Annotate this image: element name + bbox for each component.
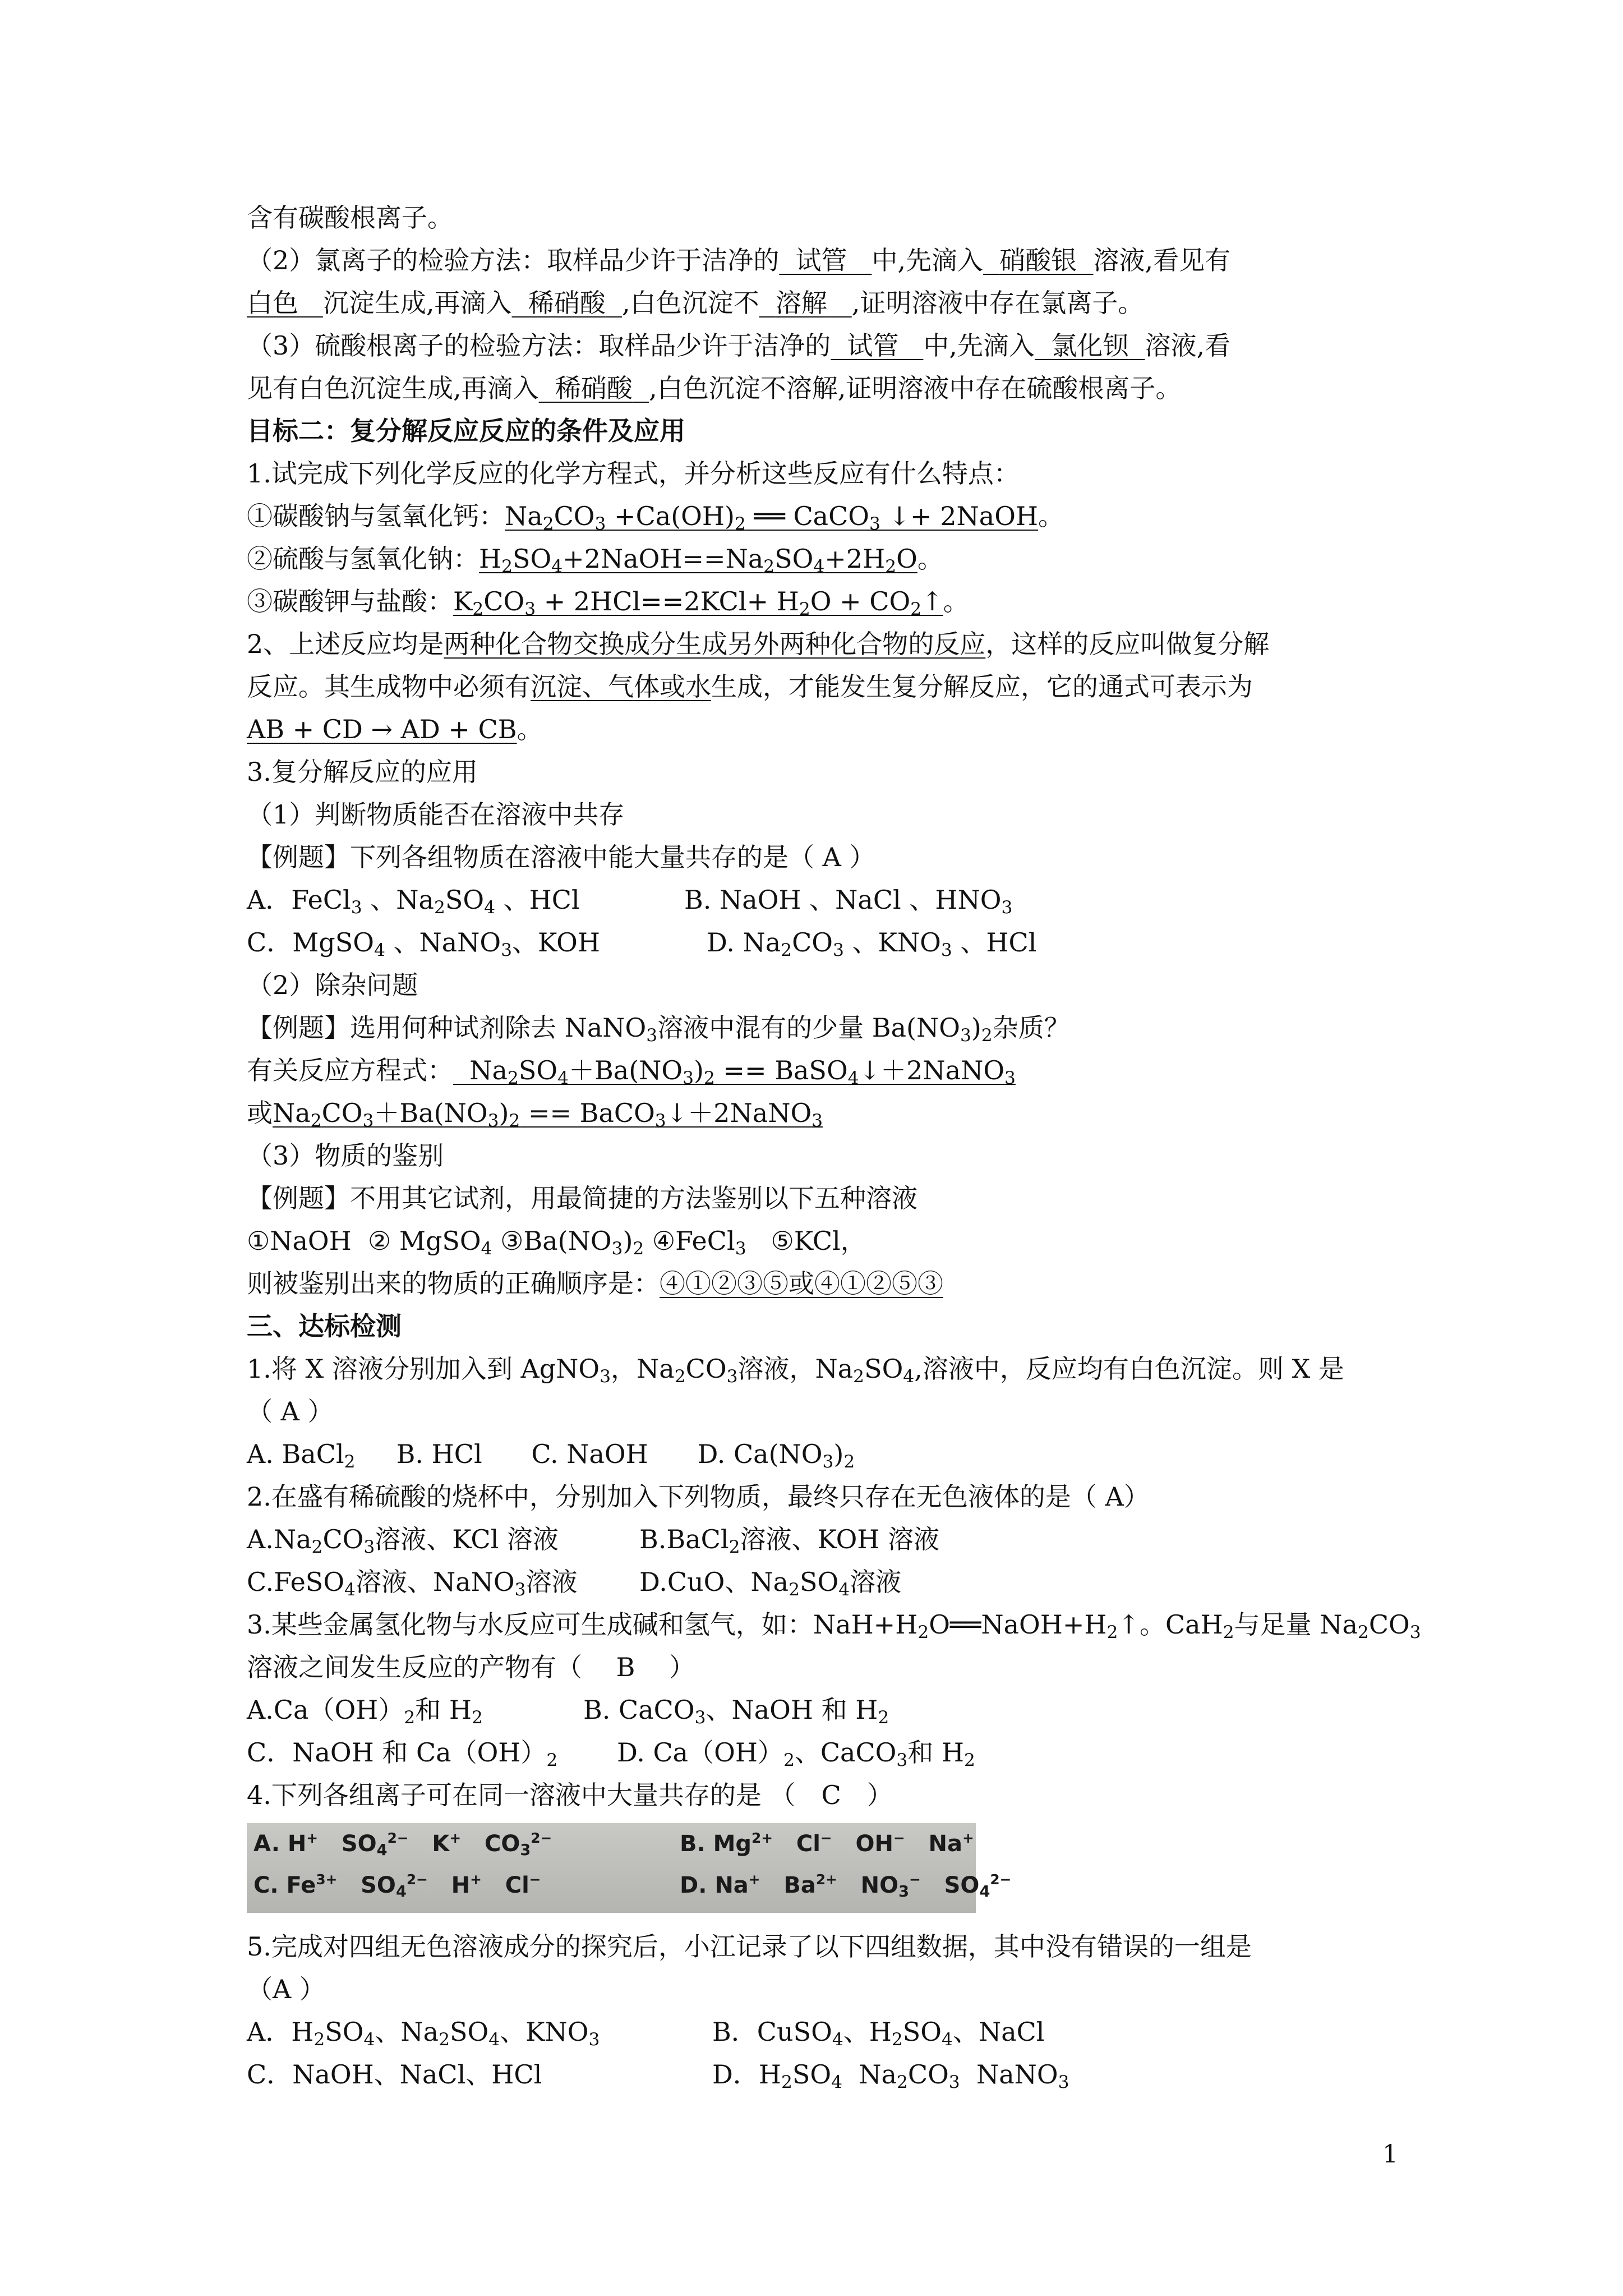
option-c: C．NaOH 和 $Ca(OH)_2$ — [247, 1737, 558, 1770]
text: ,溶液中，反应均有白色沉淀。则 X 是 — [914, 1354, 1344, 1384]
blank-answer: 硝酸银 — [999, 245, 1077, 275]
option-b-ions: B. $Mg^{2+}$ Cl− OH− Na+ — [680, 1830, 974, 1857]
test-5-options-row-2 — [247, 2053, 1402, 2096]
text: 有关反应方程式： — [247, 1055, 453, 1085]
text: 中,先滴入 — [923, 330, 1035, 361]
text: ，这样的反应叫做复分解 — [985, 629, 1270, 659]
blank-answer: 白色 — [247, 288, 298, 318]
option-d: D. $Ca(OH)_2$、CaCO$_3$和 $H_2$ — [617, 1737, 975, 1770]
text: 【例题】选用何种试剂除去 NaNO — [247, 1013, 647, 1043]
option-b: B. NaOH 、NaCl 、$HNO_3$ — [684, 885, 1013, 918]
reaction-1: ①碳酸钠与氢氧化钙：$Na_2CO_3 +Ca(OH)_2$ ══ CaCO$_3$ ↓+ 2NaOH。 — [247, 501, 1064, 534]
text: 溶液,看 — [1145, 330, 1231, 361]
option-a-ions: A. H+ $SO_4^{2-}$ K+ $CO_3^{2-}$ — [253, 1830, 552, 1859]
test-1-line-1: 1.将 X 溶液分别加入到 AgNO$_3$，$Na_2CO_3$溶液，$Na_2SO_4$,溶液中，反应均有白色沉淀。则 X 是 — [247, 1354, 1344, 1387]
test-2: 2.在盛有稀硫酸的烧杯中，分别加入下列物质，最终只存在无色液体的是（ A） — [247, 1481, 1150, 1512]
blank-answer: 试管 — [847, 330, 899, 361]
test-4: 4.下列各组离子可在同一溶液中大量共存的是 （ C ） — [247, 1780, 893, 1810]
text: ,证明溶液中存在氯离子。 — [851, 288, 1144, 318]
blank-answer: 两种化合物交换成分生成另外两种化合物的反应 — [444, 629, 986, 659]
option-c-ions: C. $Fe^{3+}$ $SO_4^{2-}$ H+ Cl− — [253, 1871, 541, 1901]
sulfate-test-line-2 — [247, 367, 1402, 409]
example-1: 【例题】下列各组物质在溶液中能大量共存的是（ A ） — [247, 842, 875, 872]
text: 1.将 X 溶液分别加入到 AgNO — [247, 1354, 600, 1384]
chloride-test-line-1 — [247, 239, 1402, 282]
text: 则被鉴别出来的物质的正确顺序是： — [247, 1268, 660, 1299]
question-2-line-2 — [247, 665, 1402, 708]
blank-answer: 稀硝酸 — [528, 288, 606, 318]
option-d: D. $Na_2CO_3$ 、$KNO_3$ 、HCl — [707, 927, 1037, 960]
question-3-heading: 3.复分解反应的应用 — [247, 757, 478, 787]
option-d-ions: D. Na+ $Ba^{2+}$ $NO_3^-$ $SO_4^{2-}$ — [680, 1871, 1012, 1901]
reaction-equation: $Na_2CO_3+Ba(NO_3)_2$ == BaCO$_3$↓＋2NaNO$_3$ — [273, 1098, 823, 1131]
text: O══NaOH+H — [929, 1609, 1107, 1640]
text: （2）氯离子的检验方法：取样品少许于洁净的 — [247, 245, 780, 275]
general-formula: AB + CD → AD + CB — [247, 714, 517, 744]
goal2-heading: 目标二：复分解反应反应的条件及应用 — [247, 416, 685, 446]
test-5-options-row-1 — [247, 2010, 1402, 2053]
test-3-options-row-1 — [247, 1688, 1402, 1731]
blank-answer: 溶解 — [775, 288, 827, 318]
test-3-line-1: 3.某些金属氢化物与水反应可生成碱和氢气，如：$NaH+H_2O══NaOH+H_2↑$。CaH$_2$与足量 $Na_2CO_3$ — [247, 1609, 1421, 1642]
subsection-1: （1）判断物质能否在溶液中共存 — [247, 799, 625, 830]
option-b: B．CuSO$_4$、$H_2SO_4$、NaCl — [712, 2017, 1045, 2050]
option-a: A．$H_2SO_4$、$Na_2SO_4$、$KNO_3$ — [247, 2017, 600, 2050]
text: （3）硫酸根离子的检验方法：取样品少许于洁净的 — [247, 330, 831, 361]
text: 溶液,看见有 — [1093, 245, 1231, 275]
reaction-label: ③碳酸钾与盐酸： — [247, 586, 453, 616]
reaction-3: ③碳酸钾与盐酸：$K_2CO_3 + 2HCl==2KCl+ H_2O$ + $CO_2↑$。 — [247, 586, 969, 619]
test-1-answer: （ A ） — [247, 1396, 334, 1427]
blank-answer: 氯化钡 — [1051, 330, 1129, 361]
blank-answer: 沉淀、气体或水 — [531, 671, 711, 702]
example-2: 【例题】选用何种试剂除去 NaNO$_3$溶液中混有的少量 $Ba(NO_3)_2$杂质？ — [247, 1013, 1070, 1046]
text: 杂质？ — [992, 1013, 1070, 1043]
reaction-2: ②硫酸与氢氧化钠：$H_2SO_4+2NaOH==Na_2SO_4+2H_2O$。 — [247, 544, 943, 577]
option-a: $A.Ca(OH)_2$和 $H_2$ — [247, 1695, 483, 1728]
test-2-options-row-2 — [247, 1561, 1402, 1603]
question-2-line-3 — [247, 708, 1402, 751]
test-3-options-row-2 — [247, 1731, 1402, 1774]
text: 中,先滴入 — [872, 245, 984, 275]
chloride-test-line-2 — [247, 282, 1402, 324]
reaction-equation: $K_2CO_3 + 2HCl==2KCl+ H_2O$ + $CO_2↑$ — [453, 586, 943, 619]
test-5-answer: （A ） — [247, 1974, 325, 2004]
text: 生成，才能发生复分解反应，它的通式可表示为 — [711, 671, 1253, 702]
option-b: B. CaCO$_3$、NaOH 和 $H_2$ — [583, 1695, 889, 1728]
reaction-equation: $Na_2CO_3 +Ca(OH)_2$ ══ CaCO$_3$ ↓+ 2NaOH — [505, 501, 1039, 534]
page-number: 1 — [1382, 2140, 1398, 2169]
text: 见有白色沉淀生成,再滴入 — [247, 373, 539, 403]
option-a: A．FeCl$_3$ 、$Na_2SO_4$ 、HCl — [247, 885, 580, 918]
section-3-heading: 三、达标检测 — [247, 1311, 402, 1341]
example-3: 【例题】不用其它试剂，用最简捷的方法鉴别以下五种溶液 — [247, 1183, 917, 1213]
blank-answer: ④①②③⑤或④①②⑤③ — [660, 1268, 943, 1299]
reaction-equation: $Na_2SO_4+Ba(NO_3)_2$ == BaSO$_4$↓＋2NaNO$_3$ — [453, 1055, 1016, 1088]
text: 。 — [517, 714, 543, 744]
option-b: B.BaCl$_2$溶液、KOH 溶液 — [639, 1524, 940, 1557]
reaction-equation: $H_2SO_4+2NaOH==Na_2SO_4+2H_2O$ — [479, 544, 917, 577]
text: 反应。其生成物中必须有 — [247, 671, 531, 702]
option-c: C．NaOH、NaCl、HCl — [247, 2059, 542, 2090]
question-2-line-1 — [247, 623, 1402, 665]
reaction-label: ①碳酸钠与氢氧化钙： — [247, 501, 505, 531]
option-c: C.FeSO$_4$溶液、NaNO$_3$溶液 — [247, 1567, 578, 1600]
text: 3.某些金属氢化物与水反应可生成碱和氢气，如：NaH+H — [247, 1609, 918, 1640]
example-2-equation-1 — [247, 1049, 1402, 1092]
blank-answer: 稀硝酸 — [555, 373, 633, 403]
text: ,白色沉淀不溶解,证明溶液中存在硫酸根离子。 — [649, 373, 1182, 403]
test-2-options-row-1 — [247, 1518, 1402, 1561]
subsection-3: （3）物质的鉴别 — [247, 1140, 444, 1171]
question-1: 1.试完成下列化学反应的化学方程式，并分析这些反应有什么特点： — [247, 458, 1020, 489]
example-2-equation-2 — [247, 1092, 1402, 1134]
sulfate-test-line-1 — [247, 324, 1402, 367]
example-1-options-row-1 — [247, 878, 1402, 921]
reaction-label: ②硫酸与氢氧化钠： — [247, 544, 479, 574]
text: ,白色沉淀不 — [622, 288, 759, 318]
text: 沉淀生成,再滴入 — [322, 288, 512, 318]
document-body — [247, 196, 1421, 2096]
option-c: C．MgSO$_4$ 、NaNO$_3$、KOH — [247, 927, 601, 960]
test-5-line-1: 5.完成对四组无色溶液成分的探究后，小江记录了以下四组数据，其中没有错误的一组是 — [247, 1931, 1252, 1962]
text: 溶液中混有的少量 Ba(NO — [657, 1013, 960, 1043]
blank-answer: 试管 — [795, 245, 847, 275]
text: 与足量 Na — [1234, 1609, 1358, 1640]
example-3-substances: ①NaOH ② MgSO$_4$ $③Ba(NO_3)_2$ ④FeCl$_3$ ⑤KCl， — [247, 1226, 866, 1259]
subsection-2: （2）除杂问题 — [247, 970, 418, 1000]
option-a: $A.Na_2CO_3$溶液、KCl 溶液 — [247, 1524, 559, 1557]
test-3-line-2: 溶液之间发生反应的产物有（ B ） — [247, 1652, 695, 1682]
intro-line: 含有碳酸根离子。 — [247, 203, 453, 233]
text: 溶液，Na — [737, 1354, 854, 1384]
test-1-options: A. BaCl$_2$ B. HCl C. NaOH D. $Ca(NO_3)_2$ — [247, 1439, 855, 1472]
text: 2、上述反应均是 — [247, 629, 444, 659]
text: ↑。CaH — [1118, 1609, 1223, 1640]
ion-options-image — [247, 1823, 1012, 1913]
text: 或 — [247, 1098, 273, 1128]
option-d: D.CuO、$Na_2SO_4$溶液 — [639, 1567, 902, 1600]
example-1-options-row-2 — [247, 921, 1402, 964]
example-3-answer — [247, 1262, 1402, 1305]
option-d: D．$H_2SO_4$ $Na_2CO_3$ NaNO$_3$ — [712, 2059, 1069, 2092]
